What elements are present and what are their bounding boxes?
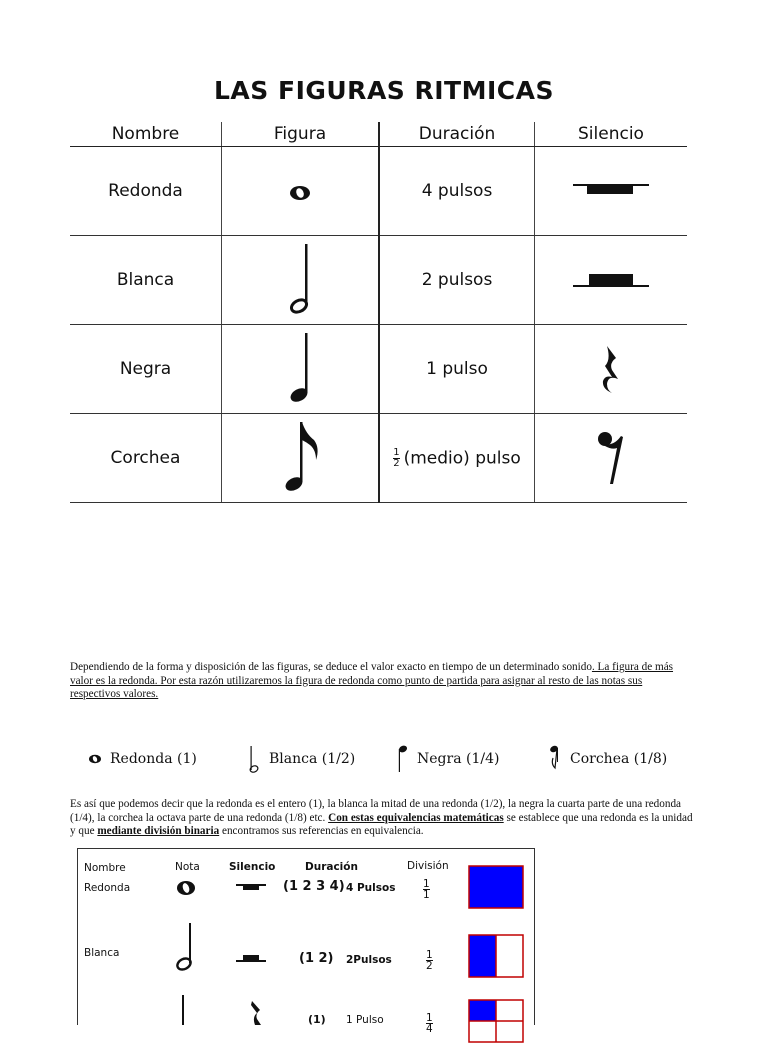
division-box — [468, 934, 524, 978]
figure-name: Blanca — [70, 236, 222, 325]
whole-rest-icon — [573, 181, 649, 201]
note-corchea: Corchea (1/8) — [548, 744, 667, 774]
row-name: Blanca — [84, 947, 120, 959]
row-duration: 4 Pulsos — [346, 882, 396, 894]
figure-name: Negra — [70, 325, 222, 414]
header-nombre: Nombre — [70, 122, 222, 147]
header-silencio: Silencio — [535, 122, 688, 147]
half-note-icon — [280, 242, 320, 318]
rhythmic-figures-table — [70, 122, 687, 503]
quarter-note-icon — [397, 744, 409, 774]
division-table — [77, 848, 535, 1035]
whole-note-icon — [88, 753, 102, 765]
figure-duration: 1 pulso — [379, 325, 535, 414]
whole-note-icon — [175, 879, 197, 897]
quarter-rest-icon — [599, 344, 623, 394]
division-fraction: $\frac{1}{1}$ — [423, 878, 430, 901]
intro-paragraph: Dependiendo de la forma y disposición de las figuras, se deduce el valor exacto en tiempo de un determinado sonido. La figura de más valor es la redonda. Por esta razón utilizaremos la figura de redonda como punto de partida para asignar al resto de las notas sus respectivos valores. — [70, 661, 674, 700]
figure-duration: 4 pulsos — [379, 147, 535, 236]
page-title: LAS FIGURAS RITMICAS — [214, 76, 554, 105]
table-row — [70, 147, 687, 236]
duration-fraction: $\frac{1}{2}$ — [393, 446, 400, 469]
header-nota: Nota — [175, 861, 200, 873]
division-fraction: $\frac{1}{2}$ — [426, 949, 433, 972]
figure-name: Corchea — [70, 414, 222, 503]
row-pulses: (1 2) — [299, 951, 334, 966]
figure-duration: (medio) pulso — [403, 448, 521, 468]
row-duration: 2Pulsos — [346, 954, 392, 966]
table-header-row — [70, 122, 687, 147]
quarter-rest-icon — [249, 1001, 263, 1025]
header-duracion: Duración — [305, 861, 358, 873]
table-row — [70, 325, 687, 414]
header-duracion: Duración — [379, 122, 535, 147]
eighth-note-icon — [548, 744, 562, 774]
division-box — [468, 865, 524, 909]
half-rest-icon — [573, 268, 649, 292]
header-silencio: Silencio — [229, 861, 276, 873]
quarter-note-icon — [174, 995, 194, 1025]
header-nombre: Nombre — [84, 862, 126, 874]
division-fraction: $\frac{1}{4}$ — [426, 1012, 433, 1035]
row-pulses: (1 2 3 4) — [283, 879, 345, 894]
eighth-note-icon — [278, 420, 322, 496]
figure-name: Redonda — [70, 147, 222, 236]
note-redonda: Redonda (1) — [88, 744, 197, 774]
whole-note-icon — [280, 176, 320, 206]
table-row — [70, 236, 687, 325]
note-negra: Negra (1/4) — [397, 744, 499, 774]
row-duration: 1 Pulso — [346, 1014, 384, 1026]
table-row — [70, 414, 687, 503]
header-division: División — [407, 860, 449, 872]
half-rest-icon — [236, 953, 266, 965]
half-note-icon — [174, 921, 198, 973]
eighth-rest-icon — [596, 430, 626, 486]
quarter-note-icon — [280, 331, 320, 407]
half-note-icon — [249, 744, 261, 774]
whole-rest-icon — [236, 883, 266, 893]
division-box — [468, 999, 524, 1043]
row-pulses: (1) — [308, 1013, 326, 1026]
equivalence-paragraph: Es así que podemos decir que la redonda es el entero (1), la blanca la mitad de una redonda (1/2), la negra la cuarta parte de una redonda (1/4), la corchea la octava parte de una redonda (1/8) etc. Con estas equivalencias matemáticas se establece que una redonda es la unidad y que mediante división binaria encontramos sus referencias en equivalencia. — [70, 798, 693, 837]
figure-duration: 2 pulsos — [379, 236, 535, 325]
note-blanca: Blanca (1/2) — [249, 744, 355, 774]
header-figura: Figura — [222, 122, 380, 147]
row-name: Redonda — [84, 882, 131, 894]
